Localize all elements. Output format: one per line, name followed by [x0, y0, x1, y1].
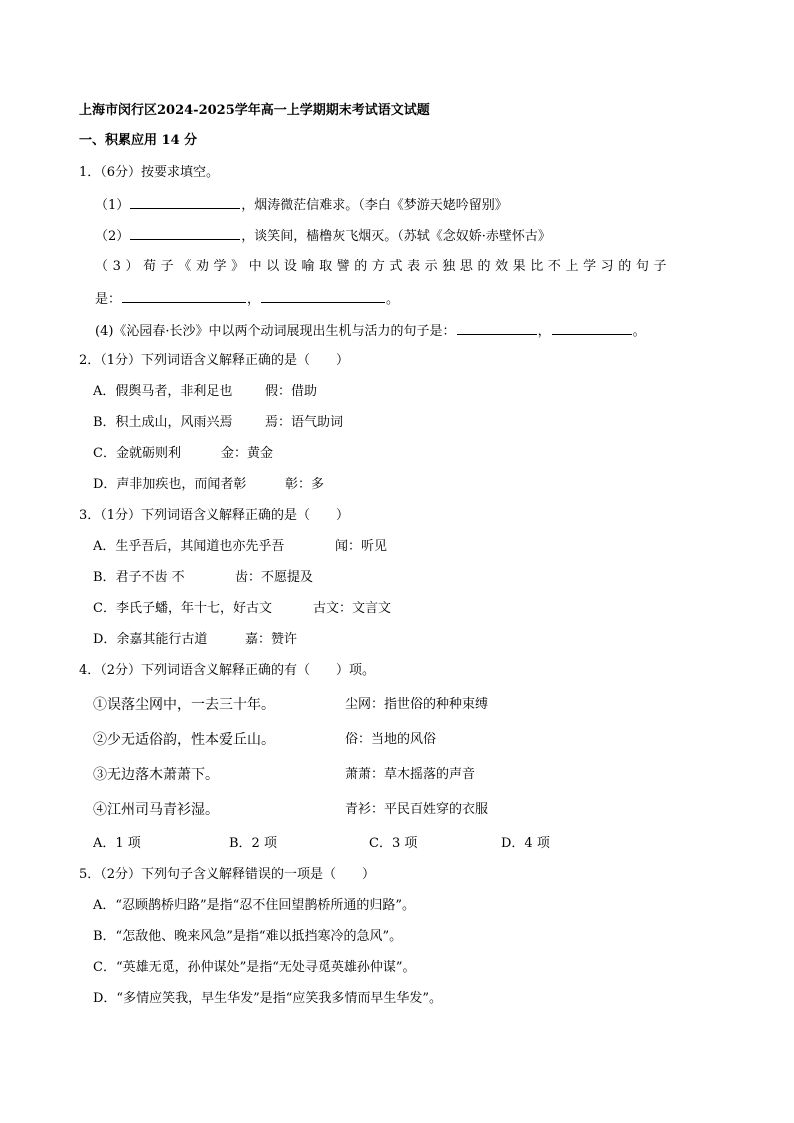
- q3-option-b[interactable]: B．君子不齿 不: [93, 570, 185, 585]
- q2-option-c[interactable]: C．金就砺则利: [93, 446, 181, 461]
- q4-item-1: ①误落尘网中，一去三十年。: [93, 697, 275, 713]
- q4-item-2-explain: 俗：当地的风俗: [345, 732, 437, 747]
- q2-option-b-explain: 焉：语气助词: [265, 415, 344, 430]
- q1-part1-suffix: ，烟涛微茫信难求。（李白《梦游天姥吟留别》: [241, 198, 508, 213]
- q2-option-d-explain: 彰：多: [285, 477, 325, 492]
- q3-option-a-explain: 闻：听见: [335, 539, 388, 554]
- q4-item-1-explain: 尘网：指世俗的种种束缚: [345, 697, 489, 712]
- q1-blank-6[interactable]: [552, 321, 632, 335]
- q1-part1: [95, 195, 508, 215]
- q4-item-4-explain: 青衫：平民百姓穿的衣服: [345, 802, 489, 817]
- q3-option-c-explain: 古文：文言文: [313, 601, 392, 616]
- q1-blank-1[interactable]: [130, 195, 240, 209]
- q3-option-a[interactable]: A．生乎吾后，其闻道也亦先乎吾: [93, 539, 285, 554]
- q1-blank-3[interactable]: [122, 289, 246, 303]
- q4-option-c[interactable]: C．3 项: [369, 836, 418, 851]
- q1-part4-sep: ，: [537, 324, 551, 339]
- section-heading: 一、积累应用 14 分: [79, 133, 198, 148]
- q1-stem: 1．（6分）按要求填空。: [79, 165, 220, 180]
- q4-option-a[interactable]: A．1 项: [93, 836, 141, 851]
- q2-option-b[interactable]: B．积土成山，风雨兴焉: [93, 415, 233, 430]
- q4-item-3-explain: 萧萧：草木摇落的声音: [345, 767, 476, 782]
- q5-option-c[interactable]: C．“英雄无觅，孙仲谋处”是指“无处寻觅英雄孙仲谋”。: [93, 960, 416, 975]
- q1-part4: [95, 321, 646, 341]
- q4-stem: 4．（2分）下列词语含义解释正确的有（ ）项。: [79, 663, 376, 678]
- q1-part3-line1: [95, 258, 718, 276]
- q3-option-b-explain: 齿：不愿提及: [235, 570, 314, 585]
- q4-item-2: ②少无适俗韵，性本爱丘山。: [93, 732, 275, 748]
- q5-stem: 5．（2分）下列句子含义解释错误的一项是（ ）: [79, 867, 376, 882]
- q1-blank-2[interactable]: [130, 226, 240, 240]
- q4-option-d[interactable]: D．4 项: [501, 836, 550, 851]
- q2-stem: 2．（1分）下列词语含义解释正确的是（ ）: [79, 353, 350, 368]
- page-title: 上海市闵行区2024-2025学年高一上学期期末考试语文试题: [79, 103, 430, 118]
- q3-stem: 3．（1分）下列词语含义解释正确的是（ ）: [79, 508, 350, 523]
- q1-blank-4[interactable]: [261, 289, 385, 303]
- q1-part3-sep: ，: [247, 292, 261, 307]
- q2-option-d[interactable]: D．声非加疾也，而闻者彰: [93, 477, 247, 492]
- q1-part1-prefix: （1）: [95, 198, 130, 213]
- q1-part2: [95, 226, 551, 246]
- q5-option-b[interactable]: B．“怎敌他、晚来风急”是指“难以抵挡寒冷的急风”。: [93, 929, 403, 944]
- q1-blank-5[interactable]: [457, 321, 537, 335]
- q3-option-d-explain: 嘉：赞许: [245, 632, 298, 647]
- q1-part2-suffix: ，谈笑间，樯橹灰飞烟灭。（苏轼《念奴娇·赤壁怀古》: [241, 229, 551, 244]
- q1-part2-prefix: （2）: [95, 229, 130, 244]
- q4-option-b[interactable]: B．2 项: [229, 836, 277, 851]
- q3-option-d[interactable]: D．余嘉其能行古道: [93, 632, 208, 647]
- q2-option-c-explain: 金：黄金: [221, 446, 274, 461]
- q1-part4-end: 。: [632, 324, 646, 339]
- q1-part4-prefix: (4)《沁园春·长沙》中以两个动词展现出生机与活力的句子是：: [95, 324, 456, 339]
- q1-part3-line2: [95, 289, 399, 309]
- q5-option-d[interactable]: D．“多情应笑我，早生华发”是指“应笑我多情而早生华发”。: [93, 991, 443, 1006]
- q1-part3-end: 。: [386, 292, 400, 307]
- q4-item-4: ④江州司马青衫湿。: [93, 802, 219, 818]
- q3-option-c[interactable]: C．李氏子蟠，年十七，好古文: [93, 601, 272, 616]
- q2-option-a-explain: 假：借助: [265, 384, 318, 399]
- q2-option-a[interactable]: A．假舆马者，非利足也: [93, 384, 233, 399]
- q5-option-a[interactable]: A．“忍顾鹊桥归路”是指“忍不住回望鹊桥所通的归路”。: [93, 898, 415, 913]
- q1-part3-text: （3）荀子《劝学》中以设喻取譬的方式表示独思的效果比不上学习的句子: [95, 259, 672, 274]
- q4-item-3: ③无边落木萧萧下。: [93, 767, 219, 783]
- q1-part3-prefix: 是：: [95, 292, 122, 307]
